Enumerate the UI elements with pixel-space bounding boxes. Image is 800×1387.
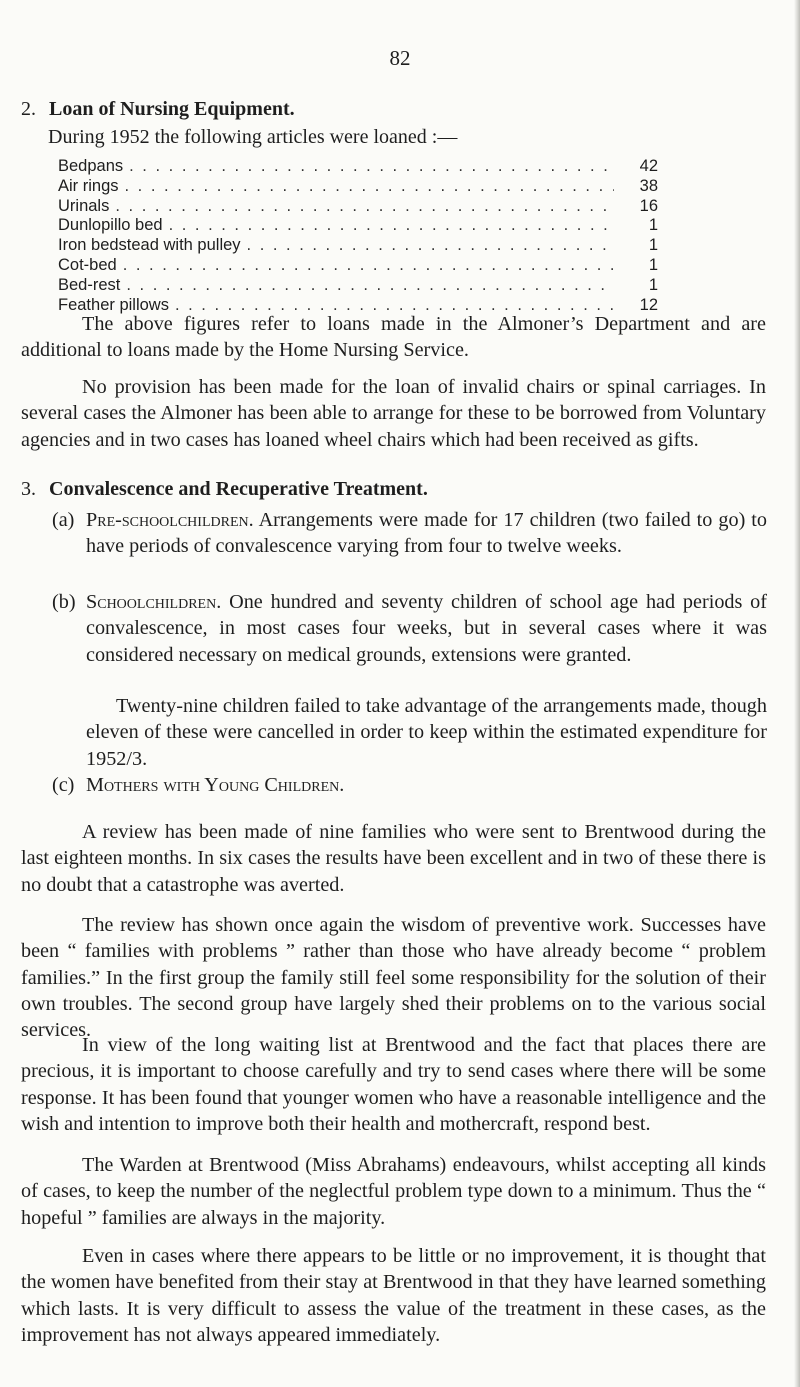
subsection-b-heading: Schoolchildren. (86, 591, 222, 613)
section-3-title: Convalescence and Recuperative Treatment. (49, 478, 428, 500)
item-name: Bed-rest (58, 275, 121, 294)
item-quantity: 1 (648, 236, 658, 255)
subsection-b (52, 589, 768, 668)
paragraph-warden: The Warden at Brentwood (Miss Abrahams) endeavours, whilst accepting all kinds of cases, to keep the number of the neglectful problem type down to a minimum. Thus the “ hopeful ” families are always in the majority. (21, 1154, 766, 1229)
page-edge (794, 0, 800, 1387)
subsection-b-text: One hundred and seventy children of school age had periods of convalescence, in most cases four weeks, but in several cases where it was considered necessary on medical grounds, extensions were granted. (86, 591, 768, 666)
item-quantity: 42 (639, 157, 658, 175)
list-item (58, 236, 658, 256)
paragraph-review: A review has been made of nine families who were sent to Brentwood during the last eighteen months. In six cases the results have been excellent and in two of these there is no doubt that a catastrophe was averted. (21, 821, 766, 896)
leader-dots (117, 256, 614, 275)
item-name: Bedpans (58, 157, 124, 175)
section-2-intro: During 1952 the following articles were loaned :— (48, 126, 458, 148)
subsection-b-continued: Twenty-nine children failed to take advantage of the arrangements made, though eleven of these were cancelled in order to keep within the estimated expenditure for 1952/3. (86, 695, 767, 770)
section-2-title: Loan of Nursing Equipment. (49, 98, 295, 120)
paragraph-waiting-list: In view of the long waiting list at Brentwood and the fact that places there are precious, it is important to choose carefully and try to send cases where there will be some response. It has been found that younger women who have a reasonable intelligence and the wish and intention to improve both their health and mothercraft, respond best. (21, 1034, 766, 1135)
item-quantity: 16 (639, 196, 658, 215)
list-item (58, 177, 658, 197)
subsection-c (52, 772, 767, 798)
leader-dots (109, 197, 614, 216)
subsection-a-label: (a) (52, 509, 75, 531)
item-quantity: 1 (648, 216, 658, 235)
page-number: 82 (389, 46, 411, 70)
list-item (58, 276, 658, 296)
paragraph-almoner-figures: The above figures refer to loans made in the Almoner’s Department and are additional to loans made by the Home Nursing Service. (21, 313, 766, 362)
subsection-c-heading: Mothers with Young Children. (86, 774, 345, 796)
section-2-number: 2. (21, 98, 36, 120)
subsection-a-text: Arrangements were made for 17 children (two failed to go) to have periods of convalescence varying from four to twelve weeks. (86, 509, 767, 558)
item-quantity: 1 (648, 255, 658, 274)
loan-items-list (58, 157, 658, 315)
subsection-b-label: (b) (52, 591, 76, 613)
section-3-number: 3. (21, 478, 36, 500)
list-item (58, 197, 658, 217)
paragraph-improvement: Even in cases where there appears to be little or no improvement, it is thought that the women have benefited from their stay at Brentwood in that they have learned something which lasts. It is very difficult to assess the value of the treatment in these cases, as the improvement has not always appeared immediately. (21, 1245, 766, 1346)
subsection-c-label: (c) (52, 774, 75, 796)
item-quantity: 1 (648, 275, 658, 294)
list-item (58, 256, 658, 276)
subsection-a (52, 507, 767, 560)
item-name: Air rings (58, 176, 119, 195)
item-quantity: 38 (639, 176, 658, 195)
list-item (58, 216, 658, 236)
item-name: Urinals (58, 196, 110, 215)
leader-dots (119, 177, 614, 196)
leader-dots (241, 236, 614, 255)
paragraph-invalid-chairs: No provision has been made for the loan of invalid chairs or spinal carriages. In several cases the Almoner has been able to arrange for these to be borrowed from Voluntary agencies and in two cases has loaned wheel chairs which had been received as gifts. (21, 376, 766, 451)
subsection-a-heading: Pre-schoolchildren. (86, 509, 254, 531)
item-name: Iron bedstead with pulley (58, 236, 241, 255)
item-name: Dunlopillo bed (58, 216, 163, 235)
leader-dots (120, 276, 614, 295)
leader-dots (123, 157, 614, 176)
section-2-heading (21, 98, 295, 121)
leader-dots (163, 216, 614, 235)
item-quantity: 12 (639, 295, 658, 314)
item-name: Cot-bed (58, 255, 117, 274)
list-item (58, 157, 658, 177)
item-name: Feather pillows (58, 295, 169, 314)
section-3-heading (21, 478, 428, 501)
paragraph-preventive-work: The review has shown once again the wisdom of preventive work. Successes have been “ families with problems ” rather than those who have already become “ problem families.” In the first group the family still feel some responsibility for the solution of their own troubles. The second group have largely shed their problems on to the various social services. (21, 914, 766, 1042)
